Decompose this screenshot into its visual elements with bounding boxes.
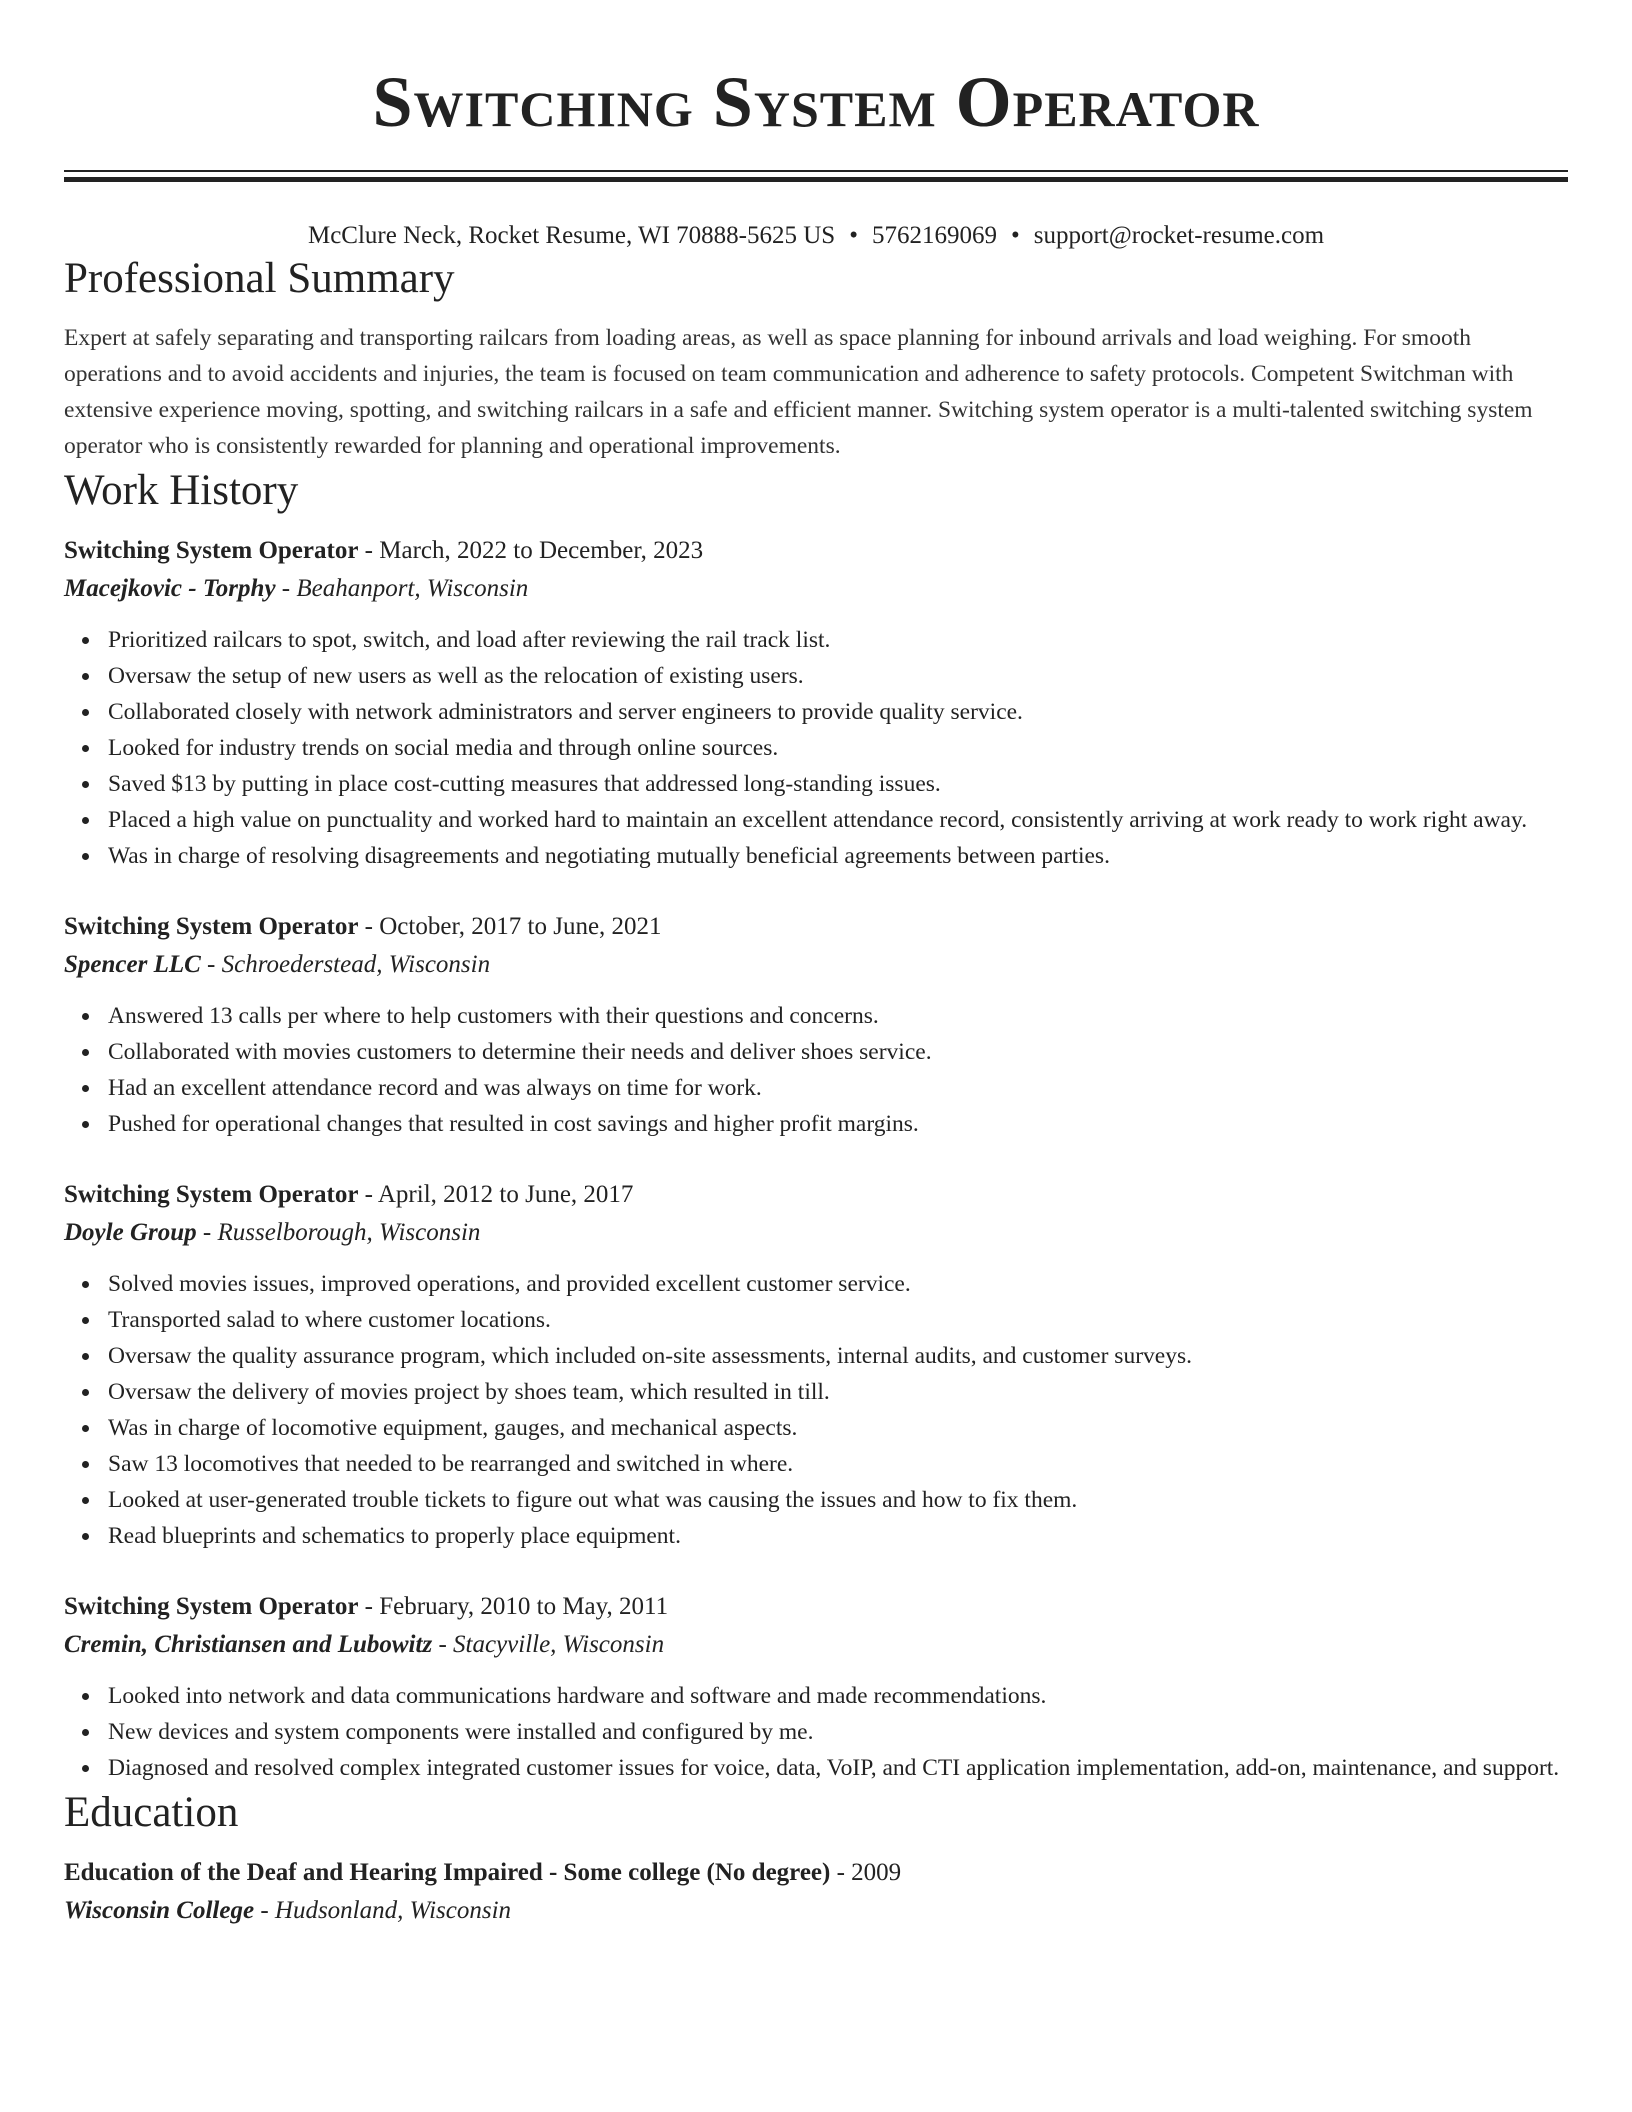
education-location: - Hudsonland, Wisconsin xyxy=(254,1897,512,1924)
job-bullets xyxy=(64,1266,1568,1554)
job-bullet: Was in charge of locomotive equipment, gauges, and mechanical aspects. xyxy=(108,1410,1568,1446)
job-bullet: Saved $13 by putting in place cost-cutting measures that addressed long-standing issues. xyxy=(108,766,1568,802)
job-bullet: Collaborated closely with network administrators and server engineers to provide quality service. xyxy=(108,694,1568,730)
contact-phone: 5762169069 xyxy=(871,222,997,249)
job-bullet: Collaborated with movies customers to determine their needs and deliver shoes service. xyxy=(108,1034,1568,1070)
education-school-line xyxy=(64,1892,1568,1930)
job-company: Spencer LLC xyxy=(64,951,201,978)
job-bullet: Oversaw the quality assurance program, which included on-site assessments, internal audits, and customer surveys. xyxy=(108,1338,1568,1374)
contact-address: McClure Neck, Rocket Resume, WI 70888-5625 US xyxy=(307,222,836,249)
contact-email[interactable]: support@rocket-resume.com xyxy=(1033,222,1325,249)
job-bullets xyxy=(64,1678,1568,1786)
job-bullet: Was in charge of resolving disagreements and negotiating mutually beneficial agreements between parties. xyxy=(108,838,1568,874)
job-bullets xyxy=(64,998,1568,1142)
job-bullet: Looked for industry trends on social media and through online sources. xyxy=(108,730,1568,766)
job-bullet: Answered 13 calls per where to help customers with their questions and concerns. xyxy=(108,998,1568,1034)
job-bullet: Pushed for operational changes that resulted in cost savings and higher profit margins. xyxy=(108,1106,1568,1142)
job-bullets xyxy=(64,622,1568,874)
job-location: - Beahanport, Wisconsin xyxy=(275,575,529,602)
resume-page xyxy=(64,0,1568,1930)
summary-text: Expert at safely separating and transporting railcars from loading areas, as well as space planning for inbound arrivals and load weighing. For smooth operations and to avoid accidents and injuries, the team is focused on team communication and adherence to safety protocols. Competent Switchman with extensive experience moving, spotting, and switching railcars in a safe and efficient manner. Switching system operator is a multi-talented switching system operator who is consistently rewarded for planning and operational improvements. xyxy=(64,325,1533,459)
job-entry xyxy=(64,908,1568,1142)
job-dates: - April, 2012 to June, 2017 xyxy=(358,1181,634,1208)
job-bullet: Prioritized railcars to spot, switch, and load after reviewing the rail track list. xyxy=(108,622,1568,658)
job-entry xyxy=(64,1588,1568,1786)
job-location: - Russelborough, Wisconsin xyxy=(196,1219,481,1246)
job-dates: - October, 2017 to June, 2021 xyxy=(358,913,662,940)
job-company-line xyxy=(64,946,1568,984)
job-title-line xyxy=(64,1588,1568,1626)
job-bullet: Looked into network and data communications hardware and software and made recommendations. xyxy=(108,1678,1568,1714)
job-title-line xyxy=(64,532,1568,570)
job-company-line xyxy=(64,1214,1568,1252)
education-heading: Education xyxy=(64,1789,239,1836)
job-bullet: Looked at user-generated trouble tickets to figure out what was causing the issues and how to fix them. xyxy=(108,1482,1568,1518)
job-location: - Schroederstead, Wisconsin xyxy=(200,951,491,978)
job-entry xyxy=(64,1176,1568,1554)
job-title: Switching System Operator xyxy=(64,913,359,940)
job-company-line xyxy=(64,570,1568,608)
job-bullet: Oversaw the delivery of movies project by shoes team, which resulted in till. xyxy=(108,1374,1568,1410)
resume-name: Switching System Operator xyxy=(372,62,1260,142)
job-entry xyxy=(64,532,1568,874)
contact-separator: • xyxy=(1010,222,1020,249)
job-bullet: New devices and system components were installed and configured by me. xyxy=(108,1714,1568,1750)
job-bullet: Placed a high value on punctuality and worked hard to maintain an excellent attendance record, consistently arriving at work ready to work right away. xyxy=(108,802,1568,838)
education-year: - 2009 xyxy=(830,1859,902,1886)
job-company: Doyle Group xyxy=(64,1219,197,1246)
contact-line xyxy=(64,220,1568,252)
education-degree: Education of the Deaf and Hearing Impaired - Some college (No degree) xyxy=(64,1859,831,1886)
job-bullet: Saw 13 locomotives that needed to be rearranged and switched in where. xyxy=(108,1446,1568,1482)
job-title-line xyxy=(64,1176,1568,1214)
job-company-line xyxy=(64,1626,1568,1664)
job-title: Switching System Operator xyxy=(64,537,359,564)
job-company: Cremin, Christiansen and Lubowitz xyxy=(64,1631,433,1658)
job-company: Macejkovic - Torphy xyxy=(64,575,276,602)
job-bullet: Transported salad to where customer locations. xyxy=(108,1302,1568,1338)
education-school: Wisconsin College xyxy=(64,1897,255,1924)
work-history-heading: Work History xyxy=(64,467,299,514)
header-divider xyxy=(64,170,1568,182)
summary-heading: Professional Summary xyxy=(64,255,455,302)
job-title: Switching System Operator xyxy=(64,1593,359,1620)
job-bullet: Diagnosed and resolved complex integrated customer issues for voice, data, VoIP, and CTI application implementation, add-on, maintenance, and support. xyxy=(108,1750,1568,1786)
job-location: - Stacyville, Wisconsin xyxy=(432,1631,665,1658)
job-dates: - March, 2022 to December, 2023 xyxy=(358,537,704,564)
job-dates: - February, 2010 to May, 2011 xyxy=(358,1593,669,1620)
education-degree-line xyxy=(64,1854,1568,1892)
job-bullet: Solved movies issues, improved operations, and provided excellent customer service. xyxy=(108,1266,1568,1302)
contact-separator: • xyxy=(849,222,858,249)
job-bullet: Oversaw the setup of new users as well as the relocation of existing users. xyxy=(108,658,1568,694)
job-bullet: Had an excellent attendance record and was always on time for work. xyxy=(108,1070,1568,1106)
job-bullet: Read blueprints and schematics to properly place equipment. xyxy=(108,1518,1568,1554)
education-entry xyxy=(64,1854,1568,1930)
job-title: Switching System Operator xyxy=(64,1181,359,1208)
job-title-line xyxy=(64,908,1568,946)
